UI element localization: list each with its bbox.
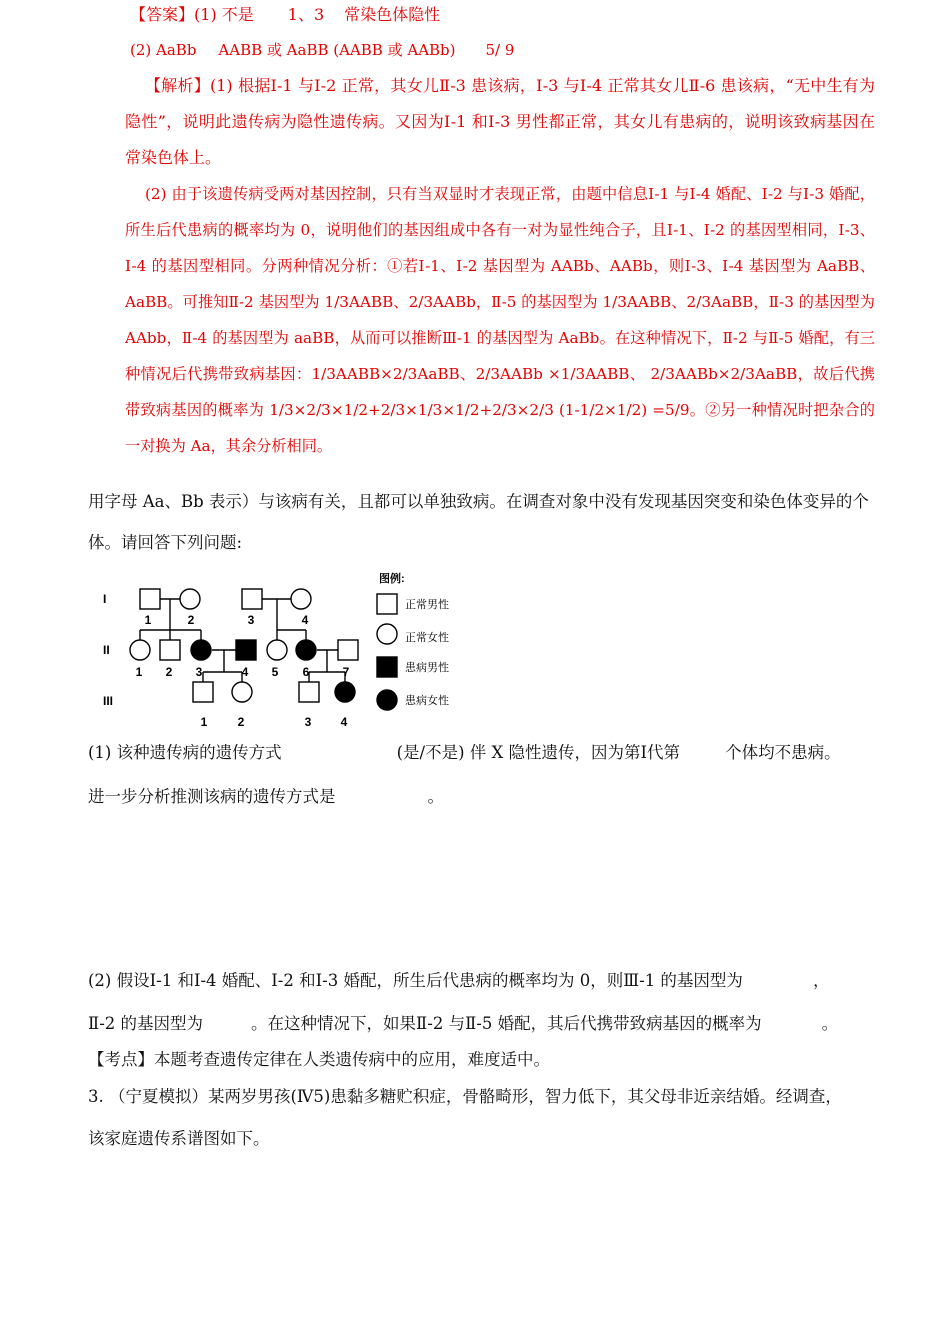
gen3-affected-female-4 [335,682,355,702]
gen3-number-1: 1 [200,715,208,729]
gen3-male-3 [299,682,319,702]
gen2-number-4: 4 [241,665,249,679]
legend-affected-female: 患病女性 [405,695,449,707]
gen-label-1: I [103,592,107,606]
gen3-number-4: 4 [340,715,348,729]
gen2-number-1: 1 [135,665,143,679]
question-3-line-2: 该家庭遗传系谱图如下。 [88,1129,270,1148]
pedigree-chart [95,568,475,738]
q2-comma: ， [812,971,830,990]
q1-part-c: 个体均不患病。 [725,743,841,762]
analysis-paragraph-1 [125,68,875,176]
q2-end: 。 [821,1014,839,1033]
gen1-number-3: 3 [247,613,255,627]
legend-affected-female-icon [377,690,397,710]
question-3-line-1: 3. （宁夏模拟）某两岁男孩(Ⅳ5)患黏多糖贮积症，骨骼畸形，智力低下，其父母非近亲结婚。经调查， [88,1087,842,1106]
question-2-line-1 [88,970,829,992]
legend-affected-male: 患病男性 [405,662,449,674]
legend-normal-female: 正常女性 [405,632,449,644]
question-1-line-1 [88,742,878,764]
gen2-number-2: 2 [165,665,173,679]
gen2-male-2 [160,640,180,660]
analysis-p2: (2) 由于该遗传病受两对基因控制，只有当双显时才表现正常，由题中信息Ⅰ-1 与Ⅰ-4 婚配、Ⅰ-2 与Ⅰ-3 婚配，所生后代患病的概率均为 0，说明他们的基因组成中各有一对为显性纯合子，且Ⅰ-1、Ⅰ-2 的基因型相同，Ⅰ-3、Ⅰ-4 的基因型相同。分两种情况分析：①若Ⅰ-1、Ⅰ-2 基因型为 AABb、AABb，则Ⅰ-3、Ⅰ-4 基因型为 AaBB、AaBB。可推知Ⅱ-2 基因型为 1/3AABB、2/3AABb，Ⅱ-5 的基因型为 1/3AABB、2/3AaBB，Ⅱ-3 的基因型为 AAbb，Ⅱ-4 的基因型为 aaBB，从而可以推断Ⅲ-1 的基因型为 AaBb。在这种情况下，Ⅱ-2 与Ⅱ-5 婚配，有三种情况后代携带致病基因：1/3AABB×2/3AaBB、2/3AABb ×1/3AABB、 2/3AABb×2/3AaBB，故后代携带致病基因的概率为 1/3×2/3×1/2+2/3×1/3×1/2+2/3×2/3 (1-1/2×1/2) =5/9。②另一种情况时把杂合的一对换为 Aa，其余分析相同。 [125,185,875,455]
legend-affected-male-icon [377,657,397,677]
gen-label-2: II [103,643,110,657]
answer-part1-b: 1、3 [287,5,325,24]
intro-line-2: 体。请回答下列问题: [88,533,243,552]
gen3-number-3: 3 [304,715,312,729]
gen2-number-3: 3 [195,665,203,679]
kaodian-line: 【考点】本题考查遗传定律在人类遗传病中的应用，难度适中。 [88,1050,550,1069]
gen2-affected-female-3 [191,640,211,660]
gen1-number-4: 4 [301,613,309,627]
gen2-number-6: 6 [302,665,310,679]
gen2-female-5 [267,640,287,660]
legend-normal-female-icon [377,624,397,644]
legend-normal-male-icon [377,594,397,614]
answer-part1: (1) 不是 [194,5,254,24]
gen1-female-2 [180,589,200,609]
answer-part1-c: 常染色体隐性 [344,5,441,24]
analysis-label: 【解析】 [145,76,210,95]
answer-line-2 [130,40,514,60]
q1-part-b: (是/不是) 伴 X 隐性遗传，因为第Ⅰ代第 [396,743,681,762]
q2-line2-b: 。在这种情况下，如果Ⅱ-2 与Ⅱ-5 婚配，其后代携带致病基因的概率为 [251,1014,762,1033]
gen1-male-3 [242,589,262,609]
gen2-affected-female-6 [296,640,316,660]
gen2-number-5: 5 [271,665,279,679]
gen1-number-1: 1 [144,613,152,627]
q1-end: 。 [427,787,444,806]
pedigree-legend [377,571,449,710]
analysis-p1: (1) 根据Ⅰ-1 与Ⅰ-2 正常，其女儿Ⅱ-3 患该病，Ⅰ-3 与Ⅰ-4 正常其女儿Ⅱ-6 患该病，“无中生有为隐性”，说明此遗传病为隐性遗传病。又因为Ⅰ-1 和Ⅰ-3 男性都正常，其女儿有患病的，说明该致病基因在常染色体上。 [125,76,875,167]
gen2-male-7 [338,640,358,660]
answer-part2: (2) AaBb [130,41,197,59]
intro-line-1: 用字母 Aa、Bb 表示）与该病有关，且都可以单独致病。在调查对象中没有发现基因突变和染色体变异的个 [88,492,869,511]
answer-part2-b: AABB 或 AaBB (AABB 或 AABb) [218,41,456,59]
legend-title: 图例: [379,573,405,585]
gen2-affected-male-4 [236,640,256,660]
q2-line2-a: Ⅱ-2 的基因型为 [88,1014,204,1033]
q1-line2: 进一步分析推测该病的遗传方式是 [88,787,336,806]
gen-label-3: III [103,694,114,708]
answer-label: 【答案】 [130,5,195,24]
gen1-male-1 [140,589,160,609]
gen3-number-2: 2 [237,715,245,729]
legend-normal-male: 正常男性 [405,599,449,611]
analysis-paragraph-2 [125,176,875,464]
q1-part-a: (1) 该种遗传病的遗传方式 [88,743,282,762]
gen2-number-7: 7 [342,665,350,679]
gen3-male-1 [193,682,213,702]
gen1-female-4 [291,589,311,609]
gen2-female-1 [130,640,150,660]
answer-part2-c: 5/ 9 [485,41,515,59]
q2-part-a: (2) 假设Ⅰ-1 和Ⅰ-4 婚配、Ⅰ-2 和Ⅰ-3 婚配，所生后代患病的概率均为 0，则Ⅲ-1 的基因型为 [88,971,743,990]
gen3-female-2 [232,682,252,702]
gen1-number-2: 2 [187,613,195,627]
question-2-line-2 [88,1013,838,1035]
question-1-line-2 [88,786,444,808]
answer-line-1 [130,5,440,25]
